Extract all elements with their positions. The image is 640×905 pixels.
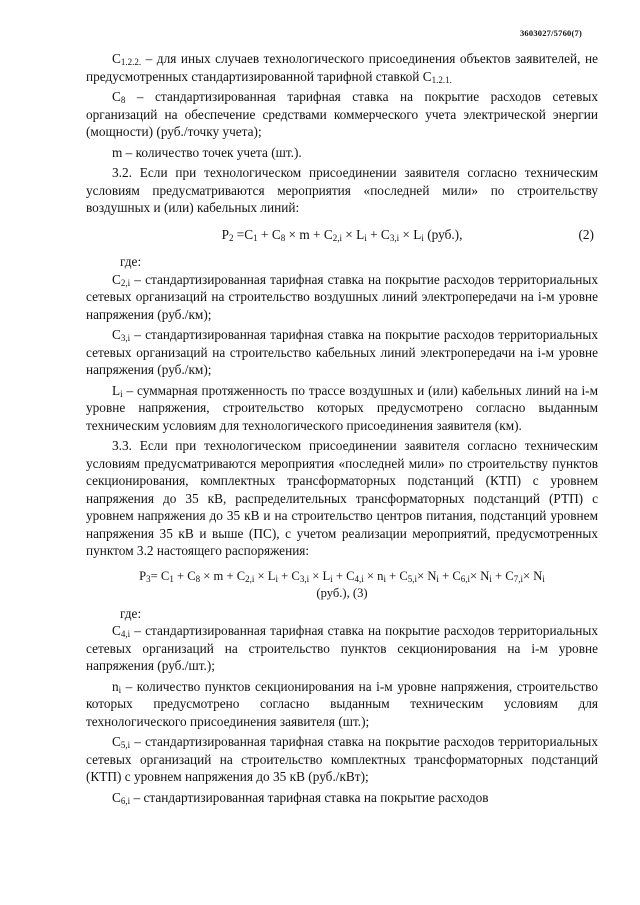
paragraph: 3.2. Если при технологическом присоединении заявителя согласно техническим условиям предусматриваются мероприятия «последней мили» по строительству воздушных и (или) кабельных линий:	[86, 165, 598, 215]
paragraph: $L_i$ – суммарная протяженность по трассе воздушных и (или) кабельных линий на i-м уровне напряжения, строительство которых предусмотрено согласно выданным техническим условиям для технологического присоединения заявителя (км).	[86, 382, 598, 433]
paragraph: $C_{5,i}$ – стандартизированная тарифная ставка на покрытие расходов территориальных сетевых организаций на строительство комплектных трансформаторных подстанций (КТП) с уровнем напряжения до 35 кВ (руб./кВт);	[86, 734, 598, 784]
paragraph: $C_{4,i}$ – стандартизированная тарифная ставка на покрытие расходов территориальных сетевых организаций на строительство пунктов секционирования на i-м уровне напряжения (руб./шт.);	[86, 623, 598, 673]
page-id: 3603027/5760(7)	[519, 28, 582, 38]
paragraph: 3.3. Если при технологическом присоединении заявителя согласно техническим условиям предусматриваются мероприятия «последней мили» по строительству пунктов секционирования, комплектных трансформаторных подстанций (КТП) с уровнем напряжения до 35 кВ, распределительных трансформаторных подстанций (РТП) с уровнем напряжения до 35 кВ и на строительство центров питания, подстанций уровнем напряжения 35 кВ и выше (ПС), с учетом реализации мероприятий, предусмотренных пунктом 3.2 настоящего распоряжения:	[86, 438, 598, 558]
document-body	[86, 50, 598, 809]
formula-line-2: (руб.), (3)	[316, 585, 368, 600]
formula-2	[86, 226, 598, 244]
paragraph: $C_8$ – стандартизированная тарифная ставка на покрытие расходов сетевых организаций на обеспечение средствами коммерческого учета электрической энергии (мощности) (руб./точку учета);	[86, 89, 598, 139]
formula-line-1: $P_3= C_1 + C_8 \times m + C_{2,i} \times L_i + C_{3,i} \times L_i + C_{4,i} \times n_i + C_{5,i}\times N_i + C_{6,i}\times N_i + C_{7,i}\times N_i$	[139, 568, 545, 584]
paragraph: $C_{1.2.2.}$ – для иных случаев технологического присоединения объектов заявителей, не предусмотренных стандартизированной тарифной ставкой $C_{1.2.1.}$	[86, 51, 598, 85]
formula-number: (2)	[578, 226, 594, 242]
where-label: где:	[120, 605, 142, 621]
paragraph: m – количество точек учета (шт.).	[112, 144, 302, 160]
paragraph: $C_{3,i}$ – стандартизированная тарифная ставка на покрытие расходов территориальных сетевых организаций на строительство кабельных линий электропередачи на i-м уровне напряжения (руб./км);	[86, 327, 598, 377]
where-label: где:	[120, 254, 142, 269]
paragraph: $C_{6,i}$ – стандартизированная тарифная ставка на покрытие расходов	[112, 789, 489, 806]
formula-3	[86, 568, 598, 601]
paragraph: $C_{2,i}$ – стандартизированная тарифная ставка на покрытие расходов территориальных сетевых организаций на строительство воздушных линий электропередачи на i-м уровне напряжения (руб./км);	[86, 271, 598, 322]
paragraph: $n_i$ – количество пунктов секционирования на i-м уровне напряжения, строительство которых предусмотрено согласно выданным техническим условиям для технологического присоединения заявителя (шт.);	[86, 678, 598, 729]
formula-body: $P_2 =C_1 + C_8 \times m + C_{2,i} \times L_i + C_{3,i} \times L_i$ (руб.),	[221, 226, 463, 243]
